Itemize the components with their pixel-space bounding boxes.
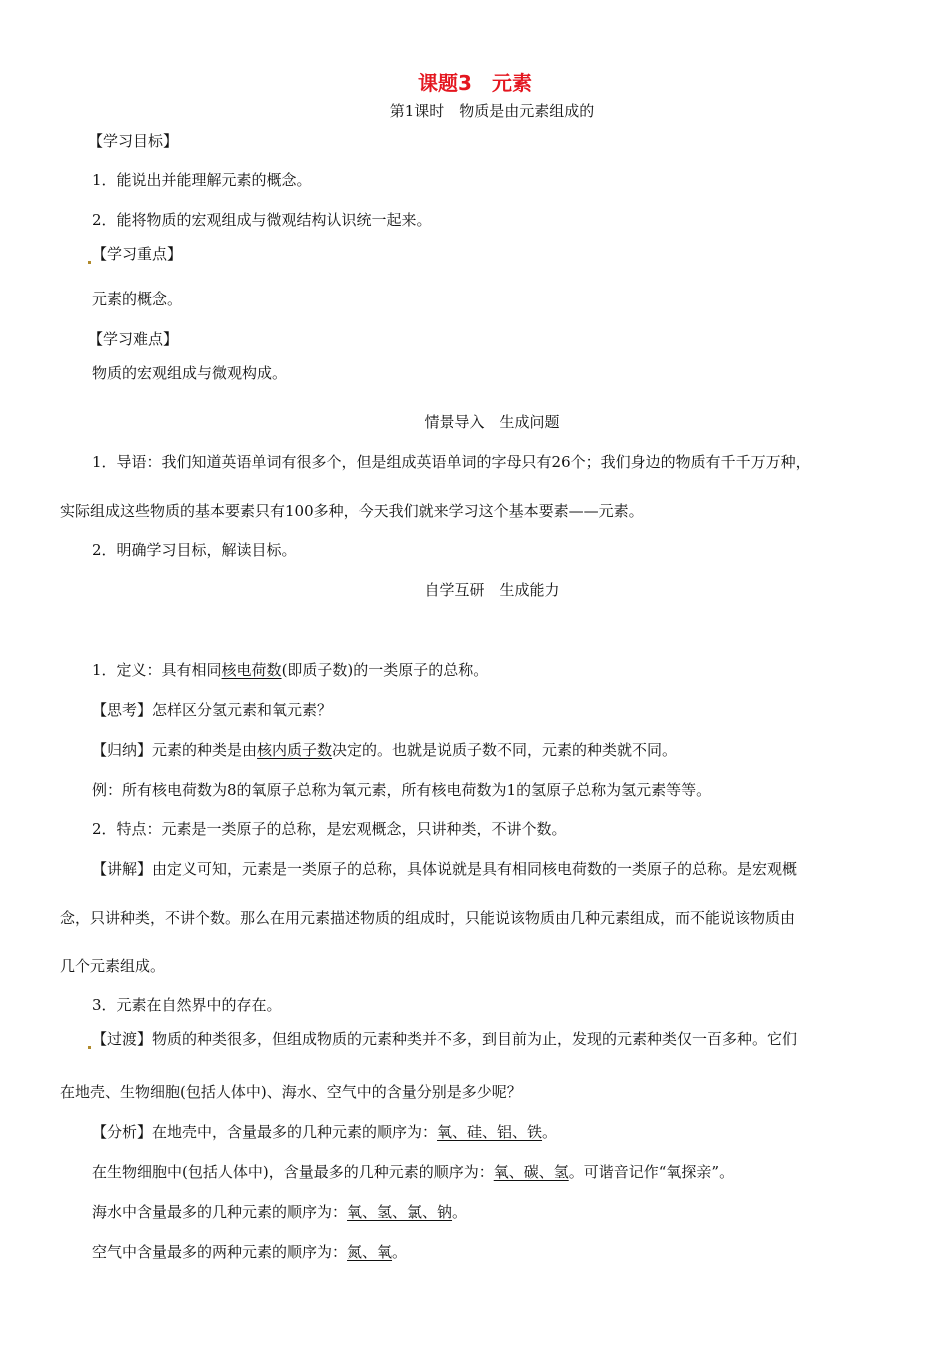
goal-item-2: 2．能将物质的宏观组成与微观结构认识统一起来。: [92, 211, 432, 229]
section-heading-intro: 情景导入 生成问题: [424, 413, 560, 431]
mark-dot-icon: [88, 1046, 91, 1049]
intro-paragraph-line-2: 实际组成这些物质的基本要素只有100多种，今天我们就来学习这个基本要素——元素。: [60, 502, 644, 520]
key-heading: 【学习重点】: [88, 244, 182, 264]
summary-line: 【归纳】元素的种类是由核内质子数决定的。也就是说质子数不同，元素的种类就不同。: [92, 741, 678, 759]
think-line: 【思考】怎样区分氢元素和氧元素？: [92, 701, 333, 719]
key-text: 元素的概念。: [92, 290, 183, 308]
section-heading-self-study: 自学互研 生成能力: [424, 581, 560, 599]
air-line: 空气中含量最多的两种元素的顺序为：氮、氧。: [92, 1243, 408, 1261]
feature-line: 2．特点：元素是一类原子的总称，是宏观概念，只讲种类，不讲个数。: [92, 820, 567, 838]
goal-item-1: 1．能说出并能理解元素的概念。: [92, 171, 312, 189]
difficult-heading: 【学习难点】: [88, 330, 179, 348]
explain-line-3: 几个元素组成。: [60, 957, 166, 975]
mark-dot-icon: [88, 261, 91, 264]
cell-line: 在生物细胞中(包括人体中)，含量最多的几种元素的顺序为：氧、碳、氢。可谐音记作“氧探亲”。: [92, 1163, 735, 1181]
explain-line-1: 【讲解】由定义可知，元素是一类原子的总称，具体说就是具有相同核电荷数的一类原子的总称。是宏观概: [92, 860, 798, 878]
lesson-title: 课题3 元素: [418, 71, 532, 95]
blank-answer: 氧、硅、铝、铁: [437, 1123, 543, 1141]
blank-answer: 氧、氢、氯、钠: [347, 1203, 453, 1221]
intro-paragraph-line-1: 1．导语：我们知道英语单词有很多个，但是组成英语单词的字母只有26个；我们身边的物质有千千万万种，: [92, 453, 811, 471]
nature-line: 3．元素在自然界中的存在。: [92, 996, 282, 1014]
goals-heading: 【学习目标】: [88, 132, 179, 150]
blank-answer: 氧、碳、氢: [493, 1163, 569, 1181]
definition-line: 1．定义：具有相同核电荷数(即质子数)的一类原子的总称。: [92, 661, 489, 679]
intro-item-2: 2．明确学习目标，解读目标。: [92, 541, 297, 559]
difficult-text: 物质的宏观组成与微观构成。: [92, 364, 288, 382]
blank-answer: 核内质子数: [257, 741, 333, 759]
sea-line: 海水中含量最多的几种元素的顺序为：氧、氢、氯、钠。: [92, 1203, 468, 1221]
blank-answer: 氮、氧: [347, 1243, 393, 1261]
example-line: 例：所有核电荷数为8的氧原子总称为氧元素，所有核电荷数为1的氢原子总称为氢元素等等。: [92, 781, 712, 799]
transition-line-2: 在地壳、生物细胞(包括人体中)、海水、空气中的含量分别是多少呢？: [60, 1083, 522, 1101]
lesson-subtitle: 第1课时 物质是由元素组成的: [389, 102, 595, 120]
transition-line-1: 【过渡】物质的种类很多，但组成物质的元素种类并不多，到目前为止，发现的元素种类仅一百多种。它们: [88, 1029, 797, 1049]
explain-line-2: 念，只讲种类，不讲个数。那么在用元素描述物质的组成时，只能说该物质由几种元素组成，而不能说该物质由: [60, 909, 796, 927]
crust-line: 【分析】在地壳中，含量最多的几种元素的顺序为：氧、硅、铝、铁。: [92, 1123, 558, 1141]
blank-answer: 核电荷数: [221, 661, 282, 679]
